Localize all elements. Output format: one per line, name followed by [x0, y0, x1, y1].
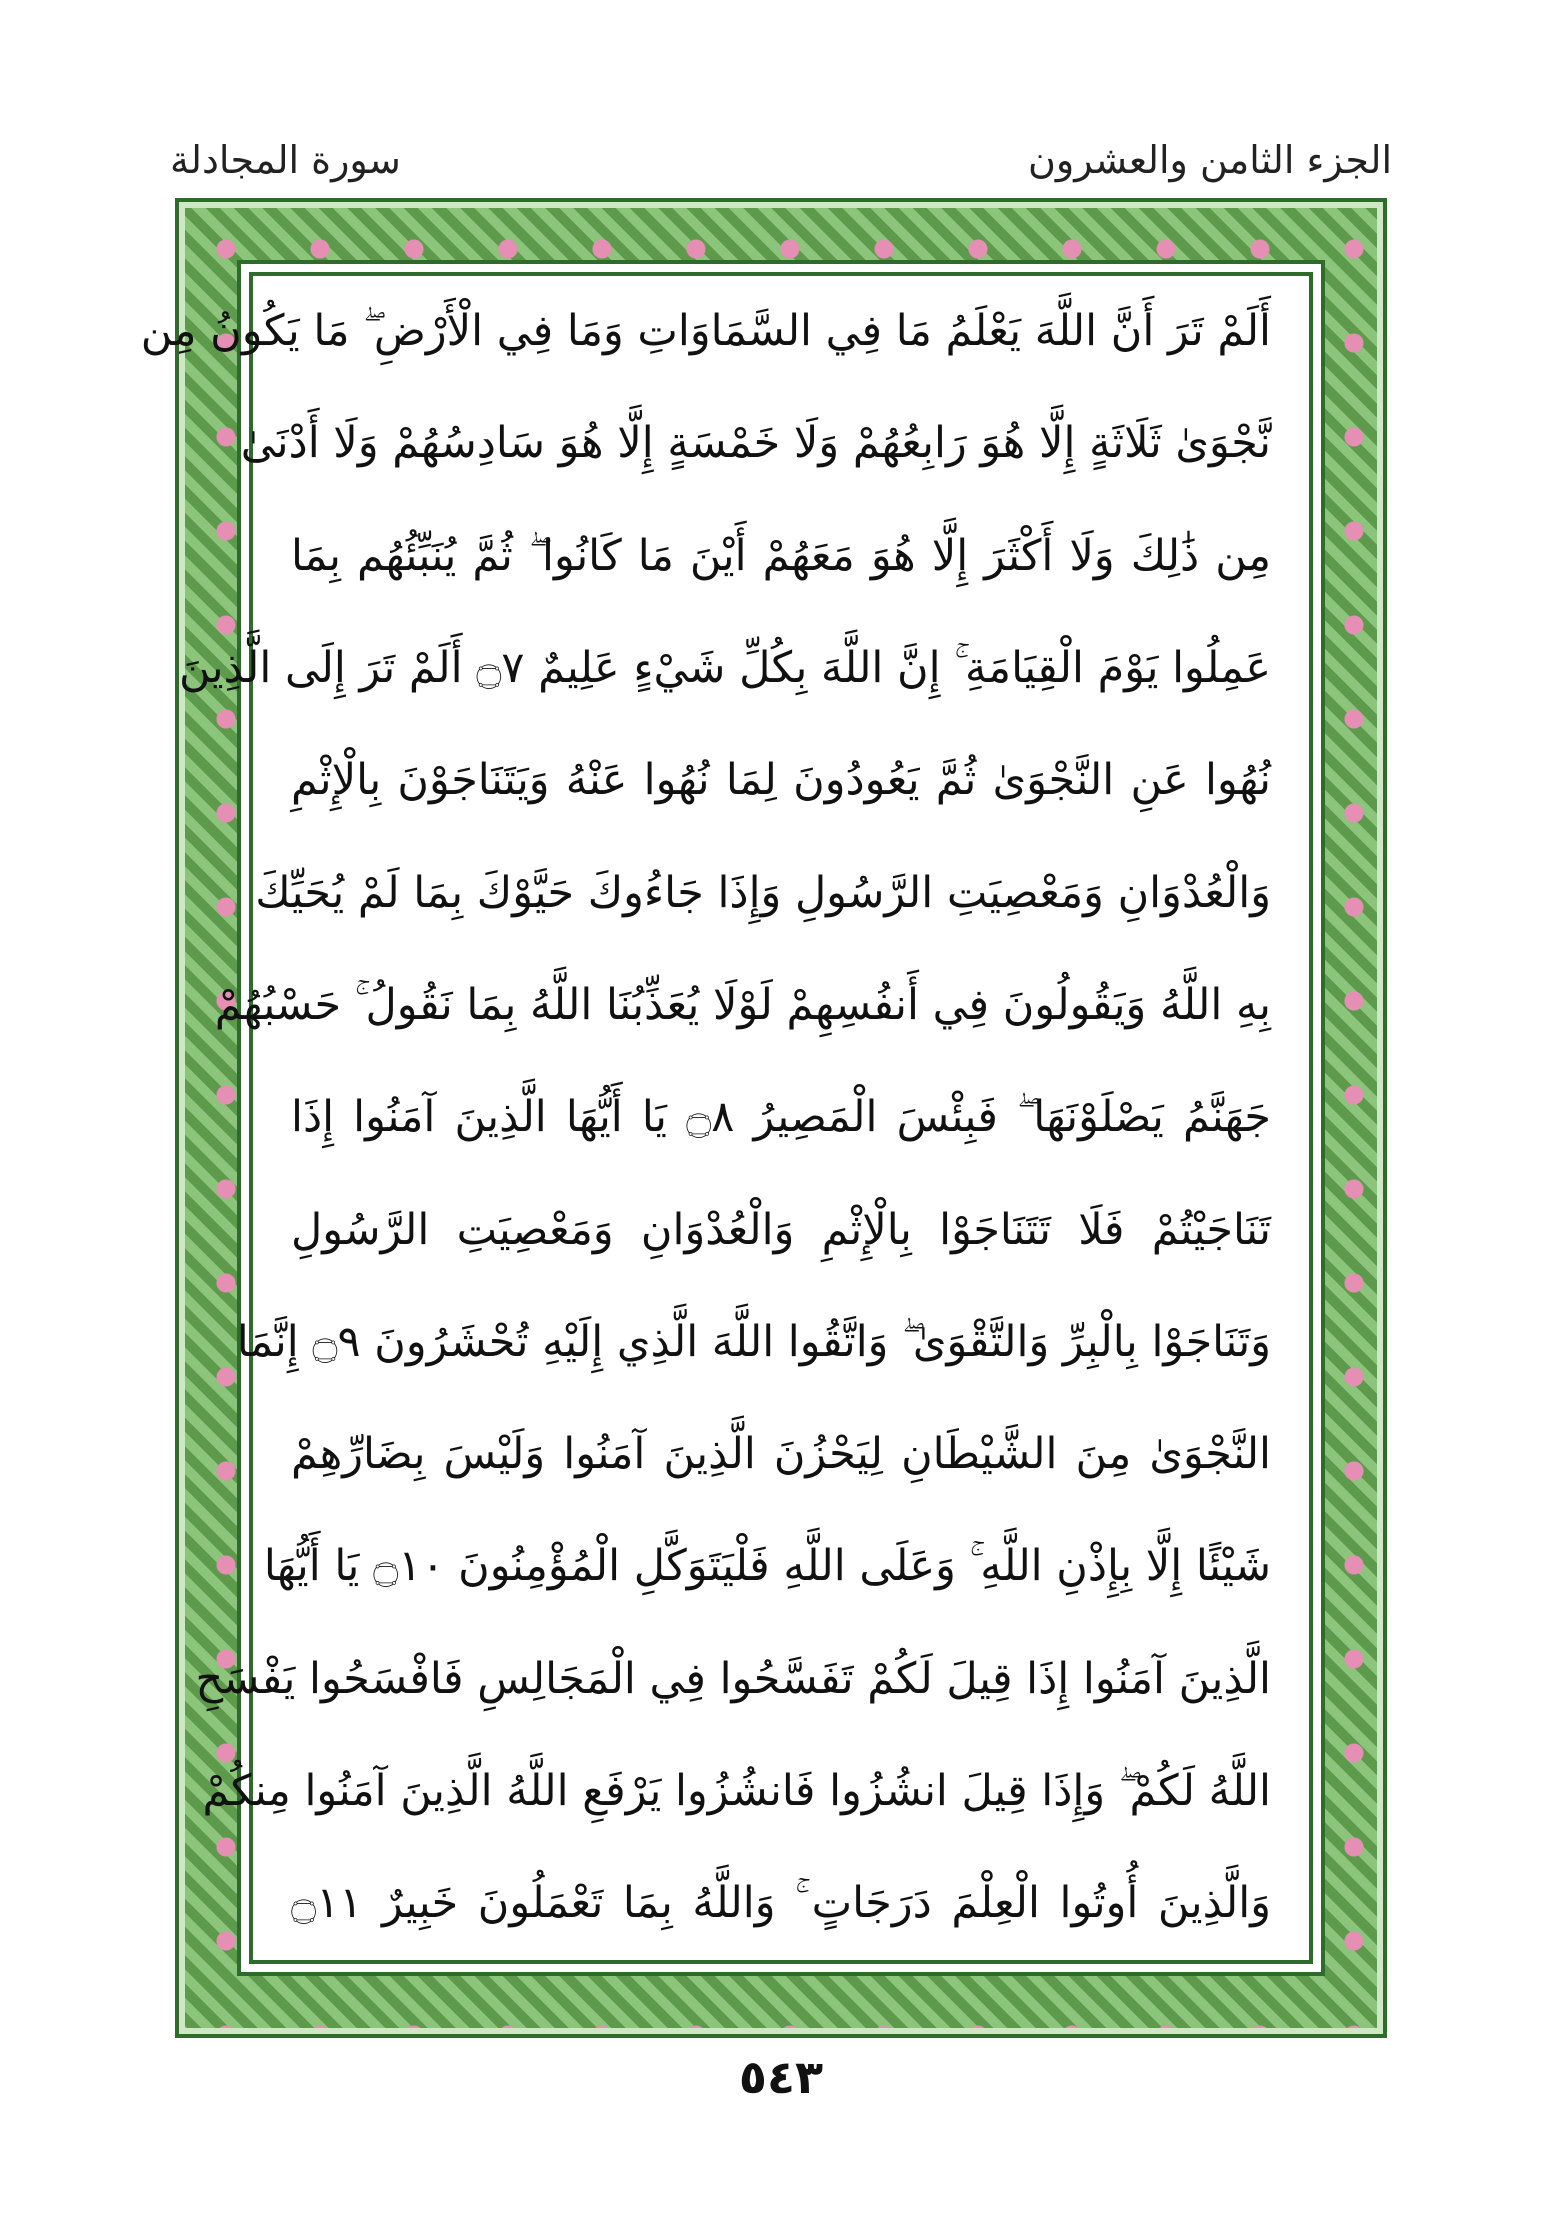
- verse-line: النَّجْوَىٰ مِنَ الشَّيْطَانِ لِيَحْزُنَ الَّذِينَ آمَنُوا وَلَيْسَ بِضَارِّهِمْ: [291, 1429, 1271, 1480]
- page-number: ٥٤٣: [738, 2050, 824, 2104]
- verse-line: شَيْئًا إِلَّا بِإِذْنِ اللَّهِ ۚ وَعَلَى اللَّهِ فَلْيَتَوَكَّلِ الْمُؤْمِنُونَ ۝١٠ يَا أَيُّهَا: [263, 1541, 1271, 1592]
- verse-line: اللَّهُ لَكُمْ ۖ وَإِذَا قِيلَ انشُزُوا فَانشُزُوا يَرْفَعِ اللَّهُ الَّذِينَ آمَنُوا مِنكُمْ: [202, 1766, 1271, 1817]
- surah-title: سورة المجادلة: [170, 138, 401, 182]
- verse-line: أَلَمْ تَرَ أَنَّ اللَّهَ يَعْلَمُ مَا فِي السَّمَاوَاتِ وَمَا فِي الْأَرْضِ ۖ مَا يَكُونُ مِن: [140, 306, 1271, 356]
- verse-line: وَالْعُدْوَانِ وَمَعْصِيَتِ الرَّسُولِ وَإِذَا جَاءُوكَ حَيَّوْكَ بِمَا لَمْ يُحَيِّكَ: [255, 867, 1271, 918]
- verse-line: تَنَاجَيْتُمْ فَلَا تَتَنَاجَوْا بِالْإِثْمِ وَالْعُدْوَانِ وَمَعْصِيَتِ الرَّسُولِ: [291, 1204, 1271, 1255]
- page-header: [170, 120, 1392, 200]
- juz-title: الجزء الثامن والعشرون: [1027, 138, 1392, 182]
- verse-line: عَمِلُوا يَوْمَ الْقِيَامَةِ ۚ إِنَّ اللَّهَ بِكُلِّ شَيْءٍ عَلِيمٌ ۝٧ أَلَمْ تَرَ إِلَى الَّذِينَ: [178, 642, 1271, 693]
- text-panel: [140, 272, 1313, 1964]
- verse-line: مِن ذَٰلِكَ وَلَا أَكْثَرَ إِلَّا هُوَ مَعَهُمْ أَيْنَ مَا كَانُوا ۖ ثُمَّ يُنَبِّئُهُم بِمَا: [291, 530, 1271, 581]
- verse-line: الَّذِينَ آمَنُوا إِذَا قِيلَ لَكُمْ تَفَسَّحُوا فِي الْمَجَالِسِ فَافْسَحُوا يَفْسَحِ: [195, 1653, 1271, 1704]
- verse-line: نُهُوا عَنِ النَّجْوَىٰ ثُمَّ يَعُودُونَ لِمَا نُهُوا عَنْهُ وَيَتَنَاجَوْنَ بِالْإِثْمِ: [291, 755, 1271, 806]
- verse-line: وَالَّذِينَ أُوتُوا الْعِلْمَ دَرَجَاتٍ ۚ وَاللَّهُ بِمَا تَعْمَلُونَ خَبِيرٌ ۝١١: [291, 1878, 1271, 1929]
- verse-line: جَهَنَّمُ يَصْلَوْنَهَا ۖ فَبِئْسَ الْمَصِيرُ ۝٨ يَا أَيُّهَا الَّذِينَ آمَنُوا إِذَا: [291, 1092, 1271, 1143]
- verse-line: بِهِ اللَّهُ وَيَقُولُونَ فِي أَنفُسِهِمْ لَوْلَا يُعَذِّبُنَا اللَّهُ بِمَا نَقُولُ ۚ حَسْبُهُمْ: [214, 979, 1271, 1030]
- verse-line: نَّجْوَىٰ ثَلَاثَةٍ إِلَّا هُوَ رَابِعُهُمْ وَلَا خَمْسَةٍ إِلَّا هُوَ سَادِسُهُمْ وَلَا أَدْنَىٰ: [240, 418, 1271, 469]
- verse-line: وَتَنَاجَوْا بِالْبِرِّ وَالتَّقْوَىٰ ۖ وَاتَّقُوا اللَّهَ الَّذِي إِلَيْهِ تُحْشَرُونَ ۝٩ إِنَّمَا: [236, 1316, 1271, 1367]
- ornamental-border: [140, 198, 1387, 2038]
- verse-text-block: [140, 306, 1271, 1930]
